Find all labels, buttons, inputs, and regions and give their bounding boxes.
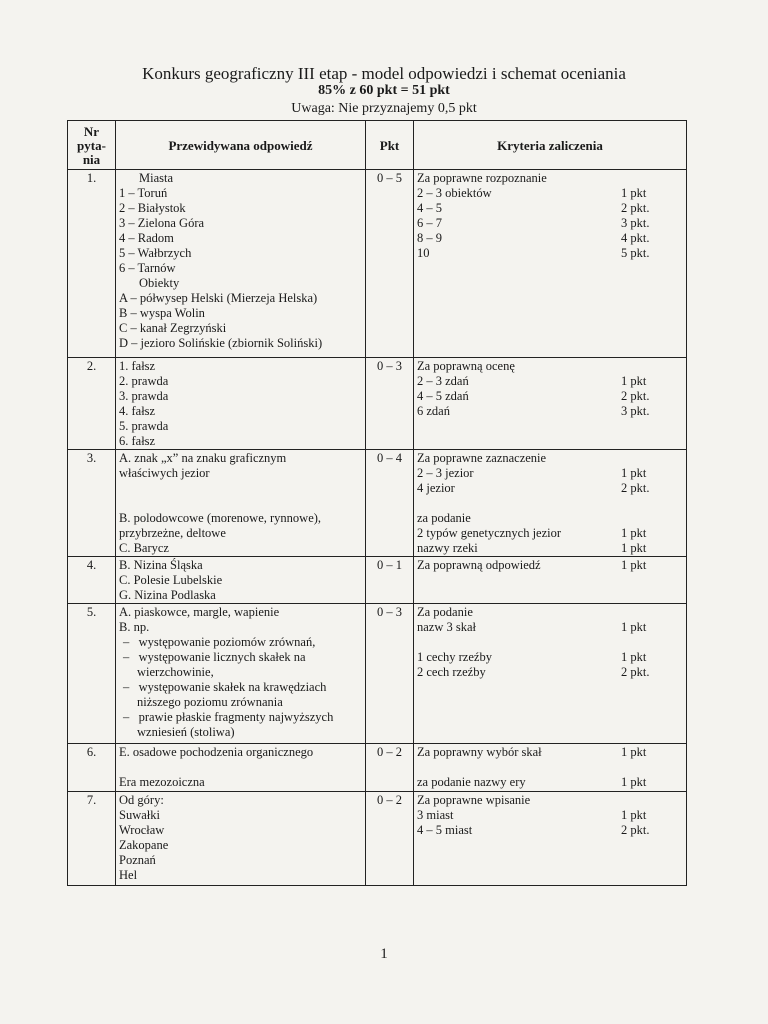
criteria-points	[621, 359, 683, 374]
answer-bullet-text: występowanie licznych skałek na wierzchowinie,	[137, 650, 306, 679]
dash-marker: –	[123, 710, 139, 724]
criteria-text: 2 – 3 obiektów	[417, 186, 492, 200]
criteria-text: 2 cech rzeźby	[417, 665, 486, 679]
criteria-line	[417, 451, 683, 466]
criteria-line	[417, 374, 683, 389]
answer-line: 5 – Wałbrzych	[119, 246, 192, 260]
grading-criteria	[414, 792, 687, 886]
table-row	[68, 744, 687, 792]
criteria-line	[417, 745, 683, 760]
expected-answer	[116, 744, 366, 792]
criteria-points: 1 pkt	[621, 374, 647, 388]
criteria-points	[621, 605, 683, 620]
criteria-line	[417, 496, 683, 511]
criteria-points: 1 pkt	[621, 650, 647, 664]
answer-line: C. Polesie Lubelskie	[119, 573, 223, 587]
criteria-text: Za poprawną ocenę	[417, 359, 515, 373]
answer-bullet-text: występowanie poziomów zrównań,	[138, 635, 316, 649]
criteria-points: 2 pkt.	[621, 665, 650, 679]
max-points: 0 – 1	[366, 557, 414, 604]
document-title: Konkurs geograficzny III etap - model odpowiedzi i schemat oceniania	[142, 64, 626, 83]
criteria-line	[417, 359, 683, 374]
criteria-text: 4 – 5 miast	[417, 823, 473, 837]
criteria-points: 5 pkt.	[621, 246, 650, 260]
table-row	[68, 792, 687, 886]
criteria-points	[621, 793, 683, 808]
answer-line	[119, 496, 362, 511]
answer-line: A. znak „x” na znaku graficznym	[119, 451, 287, 465]
answer-line: 6 – Tarnów	[119, 261, 176, 275]
criteria-line	[417, 665, 683, 680]
question-number: 4.	[68, 557, 116, 604]
answer-line: Wrocław	[119, 823, 165, 837]
answer-line: B. polodowcowe (morenowe, rynnowe),	[119, 511, 322, 525]
column-header-nr: Nr pyta-nia	[68, 121, 116, 170]
criteria-text: 4 – 5	[417, 201, 442, 215]
table-row	[68, 358, 687, 450]
expected-answer	[116, 170, 366, 358]
criteria-text: 2 – 3 zdań	[417, 374, 469, 388]
answer-line	[119, 760, 362, 775]
answer-line: E. osadowe pochodzenia organicznego	[119, 745, 314, 759]
grading-criteria	[414, 744, 687, 792]
answer-line: przybrzeżne, deltowe	[119, 526, 226, 540]
criteria-points: 3 pkt.	[621, 216, 650, 230]
dash-marker: –	[123, 650, 139, 664]
answer-line: B. Nizina Śląska	[119, 558, 203, 572]
criteria-line	[417, 246, 683, 261]
question-number: 3.	[68, 450, 116, 557]
criteria-line	[417, 216, 683, 231]
criteria-points	[621, 451, 683, 466]
criteria-line	[417, 481, 683, 496]
criteria-points: 2 pkt.	[621, 823, 650, 837]
criteria-points	[621, 496, 683, 511]
answer-line: Era mezozoiczna	[119, 775, 205, 789]
answer-bullet-text: prawie płaskie fragmenty najwyższych wzniesień (stoliwa)	[137, 710, 334, 739]
criteria-points: 1 pkt	[621, 620, 647, 634]
note: Uwaga: Nie przyznajemy 0,5 pkt	[291, 101, 477, 116]
criteria-text: 6 zdań	[417, 404, 450, 418]
answer-line: C – kanał Zegrzyński	[119, 321, 227, 335]
table-header-row	[68, 121, 687, 170]
criteria-line	[417, 635, 683, 650]
grading-criteria	[414, 557, 687, 604]
criteria-line	[417, 171, 683, 186]
question-number: 1.	[68, 170, 116, 358]
grading-criteria	[414, 358, 687, 450]
criteria-text: za podanie	[417, 511, 471, 525]
criteria-line	[417, 823, 683, 838]
answer-line: C. Barycz	[119, 541, 169, 555]
answer-line: A – półwysep Helski (Mierzeja Helska)	[119, 291, 318, 305]
criteria-text: 10	[417, 246, 430, 260]
dash-marker: –	[123, 680, 139, 694]
criteria-text: 2 typów genetycznych jezior	[417, 526, 562, 540]
criteria-points: 1 pkt	[621, 745, 647, 759]
answer-bullet	[119, 710, 362, 740]
criteria-text: nazwy rzeki	[417, 541, 478, 555]
criteria-points: 1 pkt	[621, 526, 647, 540]
answer-line: 4. fałsz	[119, 404, 156, 418]
criteria-text: 6 – 7	[417, 216, 442, 230]
criteria-points	[621, 635, 683, 650]
answer-line: 2. prawda	[119, 374, 169, 388]
criteria-line	[417, 650, 683, 665]
max-points: 0 – 3	[366, 358, 414, 450]
question-number: 6.	[68, 744, 116, 792]
answer-bullet	[119, 650, 362, 680]
answer-line: 3. prawda	[119, 389, 169, 403]
expected-answer	[116, 792, 366, 886]
criteria-text: 4 – 5 zdań	[417, 389, 469, 403]
criteria-text: 4 jezior	[417, 481, 455, 495]
criteria-points: 2 pkt.	[621, 389, 650, 403]
max-points: 0 – 5	[366, 170, 414, 358]
criteria-text: 3 miast	[417, 808, 454, 822]
answer-line: właściwych jezior	[119, 466, 210, 480]
criteria-line	[417, 201, 683, 216]
score-threshold: 85% z 60 pkt = 51 pkt	[318, 83, 450, 98]
criteria-line	[417, 511, 683, 526]
max-points: 0 – 4	[366, 450, 414, 557]
answer-line: Poznań	[119, 853, 156, 867]
criteria-points: 1 pkt	[621, 466, 647, 480]
criteria-points: 2 pkt.	[621, 201, 650, 215]
answer-bullet	[119, 635, 362, 650]
criteria-points	[621, 171, 683, 186]
criteria-text: Za poprawną odpowiedź	[417, 558, 541, 572]
answer-line: 1. fałsz	[119, 359, 156, 373]
table-row	[68, 557, 687, 604]
max-points: 0 – 3	[366, 604, 414, 744]
answer-bullet	[119, 680, 362, 710]
criteria-points: 4 pkt.	[621, 231, 650, 245]
expected-answer	[116, 604, 366, 744]
answer-line: Hel	[119, 868, 138, 882]
max-points: 0 – 2	[366, 744, 414, 792]
criteria-points: 1 pkt	[621, 186, 647, 200]
answer-line: Obiekty	[139, 276, 180, 290]
criteria-line	[417, 793, 683, 808]
criteria-line	[417, 605, 683, 620]
table-row	[68, 604, 687, 744]
grading-criteria	[414, 450, 687, 557]
answer-line: Zakopane	[119, 838, 169, 852]
criteria-text: 1 cechy rzeźby	[417, 650, 492, 664]
criteria-points: 1 pkt	[621, 558, 647, 572]
answer-line: 6. fałsz	[119, 434, 156, 448]
answer-line: Od góry:	[119, 793, 164, 807]
answer-line: A. piaskowce, margle, wapienie	[119, 605, 280, 619]
criteria-line	[417, 558, 683, 573]
answer-line: 2 – Białystok	[119, 201, 186, 215]
answer-line: B – wyspa Wolin	[119, 306, 205, 320]
question-number: 5.	[68, 604, 116, 744]
expected-answer	[116, 358, 366, 450]
column-header-pkt: Pkt	[366, 121, 414, 170]
answer-line	[119, 481, 362, 496]
criteria-line	[417, 526, 683, 541]
criteria-text: 8 – 9	[417, 231, 442, 245]
answer-line: 5. prawda	[119, 419, 169, 433]
criteria-line	[417, 760, 683, 775]
max-points: 0 – 2	[366, 792, 414, 886]
criteria-line	[417, 775, 683, 790]
page-number: 1	[380, 946, 388, 962]
criteria-text: 2 – 3 jezior	[417, 466, 474, 480]
answer-line: B. np.	[119, 620, 150, 634]
column-header-answer: Przewidywana odpowiedź	[116, 121, 366, 170]
criteria-line	[417, 620, 683, 635]
criteria-line	[417, 231, 683, 246]
criteria-text: za podanie nazwy ery	[417, 775, 526, 789]
answer-line: 4 – Radom	[119, 231, 174, 245]
table-row	[68, 450, 687, 557]
criteria-text: Za poprawny wybór skał	[417, 745, 542, 759]
answer-line: G. Nizina Podlaska	[119, 588, 216, 602]
criteria-line	[417, 466, 683, 481]
expected-answer	[116, 450, 366, 557]
criteria-points: 3 pkt.	[621, 404, 650, 418]
expected-answer	[116, 557, 366, 604]
answer-line: 3 – Zielona Góra	[119, 216, 205, 230]
criteria-text: Za podanie	[417, 605, 473, 619]
criteria-line	[417, 541, 683, 556]
criteria-line	[417, 404, 683, 419]
criteria-line	[417, 186, 683, 201]
answer-line: Miasta	[139, 171, 174, 185]
criteria-points: 1 pkt	[621, 541, 647, 555]
criteria-points: 2 pkt.	[621, 481, 650, 495]
criteria-text: nazw 3 skał	[417, 620, 477, 634]
grading-criteria	[414, 604, 687, 744]
dash-marker: –	[123, 635, 139, 649]
question-number: 7.	[68, 792, 116, 886]
answer-line: Suwałki	[119, 808, 160, 822]
criteria-line	[417, 389, 683, 404]
criteria-text: Za poprawne wpisanie	[417, 793, 531, 807]
criteria-line	[417, 808, 683, 823]
column-header-criteria: Kryteria zaliczenia	[414, 121, 687, 170]
criteria-points	[621, 511, 683, 526]
criteria-points: 1 pkt	[621, 775, 647, 789]
criteria-text: Za poprawne zaznaczenie	[417, 451, 547, 465]
criteria-points	[621, 760, 683, 775]
criteria-text: Za poprawne rozpoznanie	[417, 171, 547, 185]
table-row	[68, 170, 687, 358]
answer-line: D – jezioro Solińskie (zbiornik Soliński)	[119, 336, 323, 350]
answer-key-table	[67, 120, 687, 886]
answer-line: 1 – Toruń	[119, 186, 168, 200]
criteria-points: 1 pkt	[621, 808, 647, 822]
grading-criteria	[414, 170, 687, 358]
answer-bullet-text: występowanie skałek na krawędziach niższego poziomu zrównania	[137, 680, 327, 709]
question-number: 2.	[68, 358, 116, 450]
